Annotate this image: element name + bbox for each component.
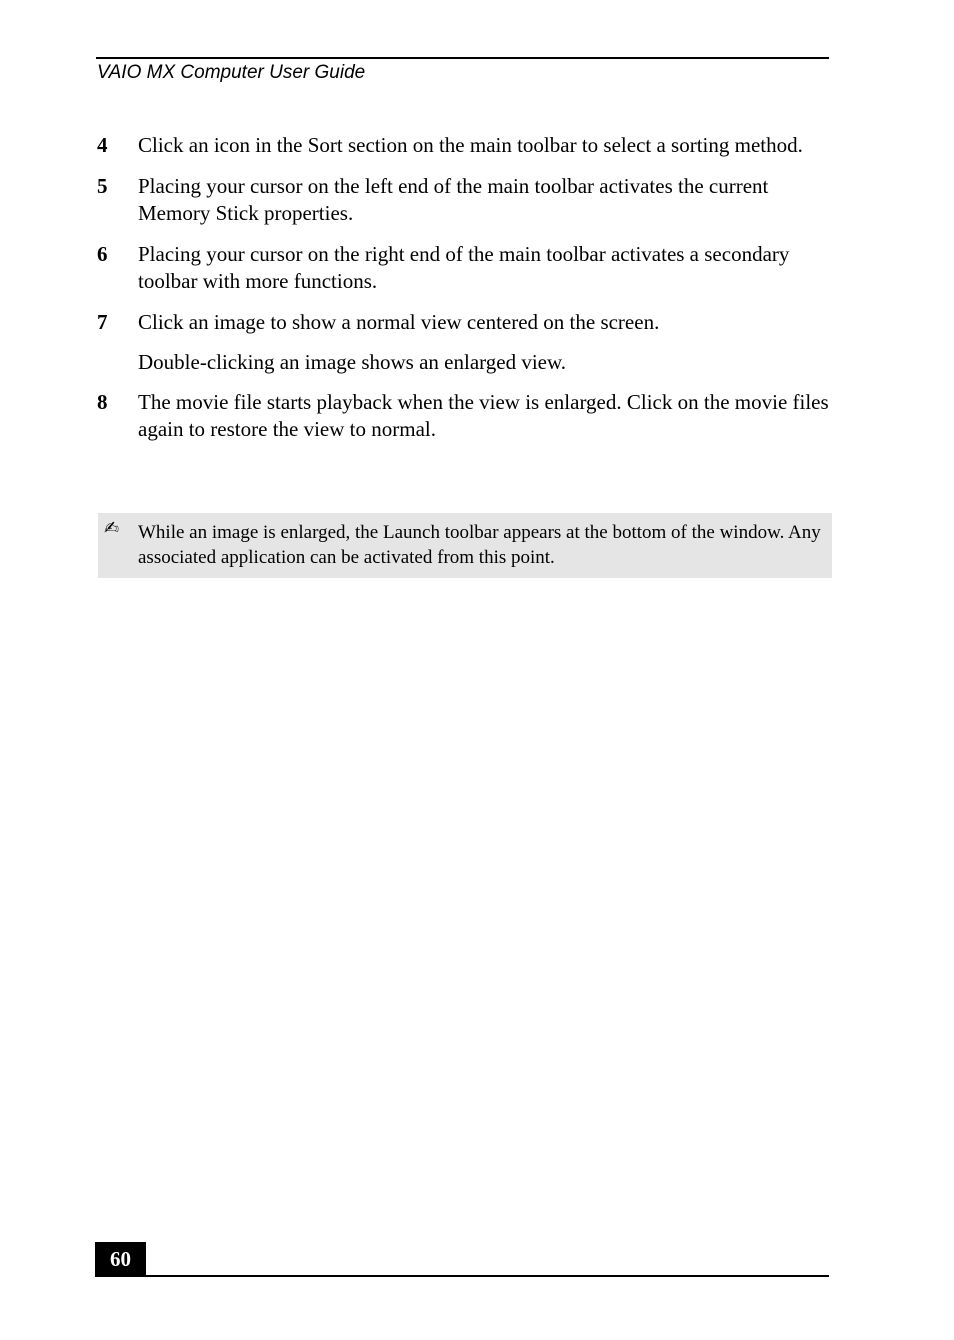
step-extra-text: Double-clicking an image shows an enlarged view.	[138, 350, 567, 374]
footer-rule	[95, 1275, 829, 1277]
note-box	[98, 513, 832, 578]
running-header-title: VAIO MX Computer User Guide	[97, 62, 366, 83]
step-text: Placing your cursor on the left end of the main toolbar activates the current Memory Stick properties.	[138, 174, 769, 225]
step-item	[97, 309, 832, 336]
step-item	[97, 389, 832, 443]
step-number: 5	[97, 174, 108, 198]
header-rule	[96, 57, 829, 59]
step-number: 8	[97, 390, 108, 414]
step-item	[97, 173, 832, 227]
step-number: 4	[97, 133, 108, 157]
step-list	[97, 132, 832, 457]
step-text: Placing your cursor on the right end of the main toolbar activates a secondary toolbar with more functions.	[138, 242, 790, 293]
step-item	[97, 241, 832, 295]
step-text: Click an icon in the Sort section on the main toolbar to select a sorting method.	[138, 133, 803, 157]
step-text: The movie file starts playback when the view is enlarged. Click on the movie files again to restore the view to normal.	[138, 390, 829, 441]
step-item	[97, 132, 832, 159]
step-number: 6	[97, 242, 108, 266]
step-number: 7	[97, 310, 108, 334]
note-text: While an image is enlarged, the Launch toolbar appears at the bottom of the window. Any associated application can be activated from this point.	[138, 522, 821, 568]
pencil-note-icon: ✍	[104, 518, 120, 539]
page-number: 60	[95, 1242, 146, 1276]
step-text: Click an image to show a normal view centered on the screen.	[138, 310, 660, 334]
